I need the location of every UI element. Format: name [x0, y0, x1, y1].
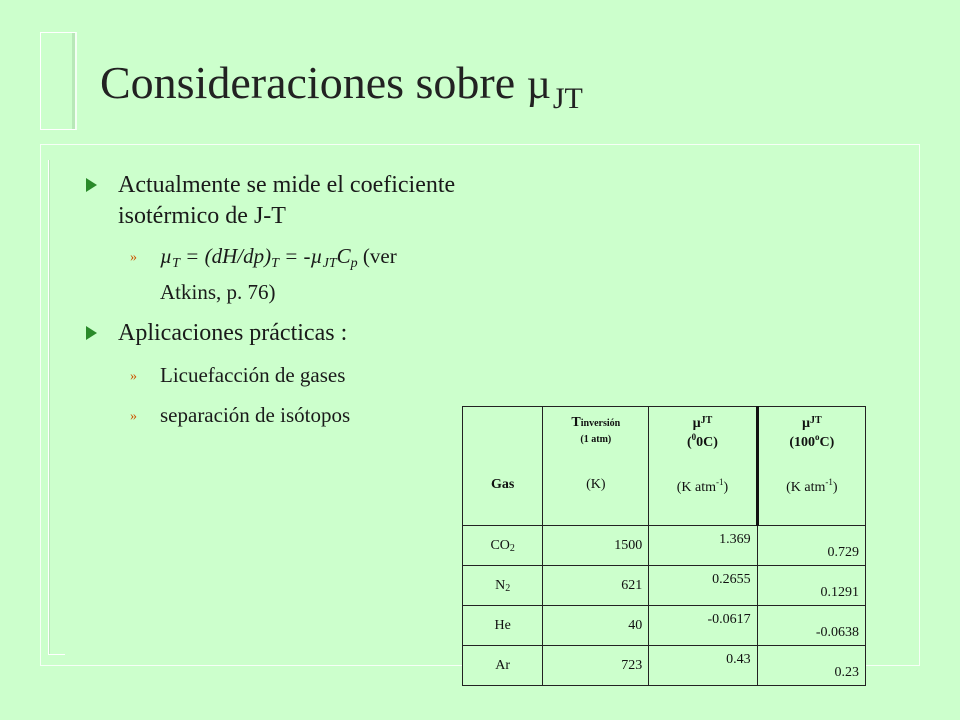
- header-mu0-close: ): [723, 480, 729, 495]
- cell-gas: [463, 646, 543, 686]
- bullet-list: [86, 170, 516, 429]
- cell-gas: [463, 606, 543, 646]
- slide-title: [100, 56, 583, 116]
- title-subscript: JT: [552, 82, 583, 115]
- header-mu100-unit-wrap: [759, 477, 865, 496]
- table-row: [463, 526, 866, 566]
- cell-mu100: -0.0638: [757, 606, 865, 646]
- formula-sub-p: p: [350, 256, 358, 271]
- table-row: [463, 566, 866, 606]
- formula-part-2: = -µ: [278, 244, 323, 268]
- cell-mu100: 0.23: [757, 646, 865, 686]
- table-header-row: [463, 407, 866, 526]
- bullet-1: [86, 170, 516, 232]
- cell-mu100: 0.1291: [757, 566, 865, 606]
- cell-gas-name: Ar: [495, 657, 511, 673]
- cell-gas: [463, 526, 543, 566]
- cell-mu0: 1.369: [649, 526, 757, 566]
- header-mu0-temp: 0C): [696, 435, 718, 450]
- formula-part-1: = (dH/dp): [179, 244, 272, 268]
- header-mu100-close: ): [832, 480, 838, 495]
- sub-bullet-app-2: [86, 401, 516, 429]
- bullet-1-line-1: Actualmente se mide el coeficiente: [118, 172, 456, 198]
- title-mu: µ: [526, 62, 551, 108]
- header-mu0-jt: JT: [700, 415, 713, 426]
- table-row: [463, 646, 866, 686]
- header-mu100: [757, 407, 865, 526]
- formula-c: C: [336, 244, 351, 268]
- header-mu100-jt: JT: [810, 415, 822, 426]
- cell-tinv: 40: [543, 606, 649, 646]
- header-mu0-unit-wrap: [649, 477, 755, 496]
- header-mu100-deg: o: [815, 432, 820, 442]
- formula-mu: µ: [160, 244, 173, 268]
- sub-bullet-formula: [86, 242, 516, 306]
- cell-mu0: -0.0617: [649, 606, 757, 646]
- cell-gas-name: CO: [490, 537, 510, 553]
- header-mu100-mu: µ: [801, 416, 811, 431]
- chevron-bullet-icon: »: [130, 369, 137, 384]
- app-2-text: separación de isótopos: [160, 403, 351, 427]
- sub-bullet-app-1: [86, 361, 516, 389]
- header-mu0-exp: -1: [716, 477, 724, 487]
- header-mu100-c: C): [819, 435, 835, 450]
- table-row: [463, 606, 866, 646]
- cell-mu0: 0.43: [649, 646, 757, 686]
- header-mu0-open: (: [686, 435, 692, 450]
- header-tinv-t: T: [571, 415, 581, 430]
- cell-mu100: 0.729: [757, 526, 865, 566]
- header-mu0-mu: µ: [692, 416, 701, 431]
- header-mu100-top: [759, 415, 865, 451]
- cell-gas-sub: 2: [509, 542, 515, 554]
- bullet-2-text: Aplicaciones prácticas :: [118, 320, 348, 346]
- gas-table: [462, 406, 866, 686]
- arrow-bullet-icon: [86, 326, 97, 340]
- cell-tinv: 621: [543, 566, 649, 606]
- header-mu100-unit: (K atm: [786, 480, 826, 495]
- arrow-bullet-icon: [86, 178, 97, 192]
- header-mu0: [649, 407, 757, 526]
- header-gas-label: Gas: [491, 477, 515, 492]
- formula-sub-t1: T: [172, 256, 180, 271]
- cell-gas-sub: 2: [505, 582, 511, 594]
- app-1-text: Licuefacción de gases: [160, 363, 346, 387]
- title-text: Consideraciones sobre: [100, 57, 527, 108]
- panel-accent-bar: [48, 160, 65, 655]
- header-tinv-atm: (1 atm): [580, 434, 612, 445]
- header-mu100-temp: (100: [789, 435, 816, 450]
- formula-sub-t2: T: [271, 256, 279, 271]
- cell-mu0: 0.2655: [649, 566, 757, 606]
- chevron-bullet-icon: »: [130, 409, 137, 424]
- header-mu0-top: [649, 415, 755, 451]
- header-mu100-exp: -1: [825, 477, 833, 487]
- header-gas: [463, 407, 543, 526]
- header-tinv: [543, 407, 649, 526]
- cell-tinv: 1500: [543, 526, 649, 566]
- bullet-2: [86, 318, 516, 349]
- header-tinv-unit: (K): [586, 477, 606, 492]
- cell-gas-name: N: [495, 577, 506, 593]
- formula-ref-2: Atkins, p. 76): [160, 280, 276, 304]
- header-tinv-top: [543, 415, 648, 447]
- cell-tinv: 723: [543, 646, 649, 686]
- formula-ref: (ver: [357, 244, 397, 268]
- header-mu0-deg: 0: [691, 432, 697, 442]
- formula-sub-jt: JT: [322, 256, 337, 271]
- chevron-bullet-icon: »: [130, 250, 137, 265]
- cell-gas-name: He: [494, 617, 511, 633]
- title-accent-bar: [40, 32, 77, 130]
- header-tinv-sub: inversión: [580, 418, 621, 429]
- header-mu0-unit: (K atm: [676, 480, 717, 495]
- cell-gas: [463, 566, 543, 606]
- bullet-1-line-2: isotérmico de J-T: [118, 203, 286, 229]
